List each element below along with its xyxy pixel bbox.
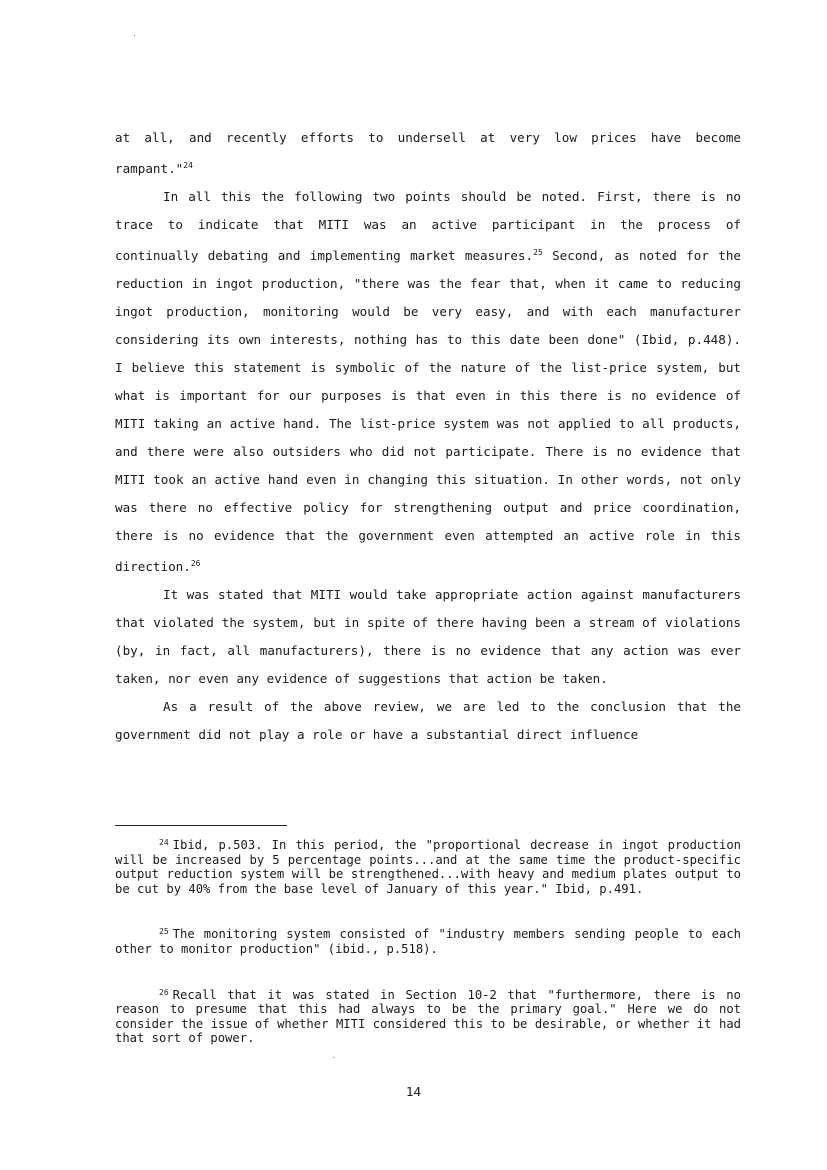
footnote-text: The monitoring system consisted of "industry members sending people to each other to monitor production" (ibid., p.518). bbox=[115, 927, 741, 956]
paragraph-2-text-b: Second, as noted for the reduction in ingot production, "there was the fear that, when it came to reducing ingot production, monitoring would be very easy, and with each manufacturer considering its own interests, nothing has to this date been done" (Ibid, p.448). I believe this statement is symbolic of the nature of the list-price system, but what is important for our purposes is that even in this there is no evidence of MITI taking an active hand. The list-price system was not applied to all products, and there were also outsiders who did not participate. There is no evidence that MITI took an active hand even in changing this situation. In other words, not only was there no effective policy for strengthening output and price coordination, there is no evidence that the government even attempted an active role in this direction. bbox=[115, 248, 741, 574]
footnote-reference-25: 25 bbox=[533, 248, 543, 257]
paragraph-1-text: at all, and recently efforts to undersell at very low prices have become rampant." bbox=[115, 130, 741, 176]
footnote-mark: 24 bbox=[159, 838, 169, 847]
paragraph-2 bbox=[115, 183, 741, 581]
footnote-24 bbox=[115, 836, 741, 896]
paragraph-2-text-a: In all this the following two points should be noted. First, there is no trace to indicate that MITI was an active participant in the process of continually debating and implementing market measures. bbox=[115, 189, 741, 263]
paragraph-3: It was stated that MITI would take appropriate action against manufacturers that violated the system, but in spite of there having been a stream of violations (by, in fact, all manufacturers), there is no evidence that any action was ever taken, nor even any evidence of suggestions that action be taken. bbox=[115, 587, 741, 686]
footnote-26 bbox=[115, 986, 741, 1046]
page-number: 14 bbox=[405, 1084, 422, 1099]
footnotes bbox=[115, 836, 741, 1046]
footnote-25 bbox=[115, 925, 741, 956]
footnote-mark: 25 bbox=[159, 927, 169, 937]
footnote-reference-24: 24 bbox=[183, 161, 193, 170]
footnote-reference-26: 26 bbox=[190, 559, 201, 568]
scan-speck bbox=[333, 1057, 334, 1058]
footnote-text: Ibid, p.503. In this period, the "proportional decrease in ingot production will be increased by 5 percentage points...and at the same time the product-specific output reduction system will be strengthened...with heavy and medium plates output to be cut by 40% from the base level of January of this year." Ibid, p.491. bbox=[115, 838, 741, 896]
scan-speck bbox=[134, 35, 135, 36]
footnote-mark: 26 bbox=[159, 987, 169, 997]
footnote-text: Recall that it was stated in Section 10-2 that "furthermore, there is no reason to presume that this had always to be the primary goal." Here we do not consider the issue of whether MITI considered this to be desirable, or whether it had that sort of power. bbox=[115, 987, 741, 1046]
paragraph-4: As a result of the above review, we are led to the conclusion that the government did not play a role or have a substantial direct influence bbox=[115, 699, 741, 742]
body-text bbox=[115, 124, 741, 749]
footnote-separator bbox=[115, 825, 287, 826]
paragraph-1 bbox=[115, 124, 741, 183]
